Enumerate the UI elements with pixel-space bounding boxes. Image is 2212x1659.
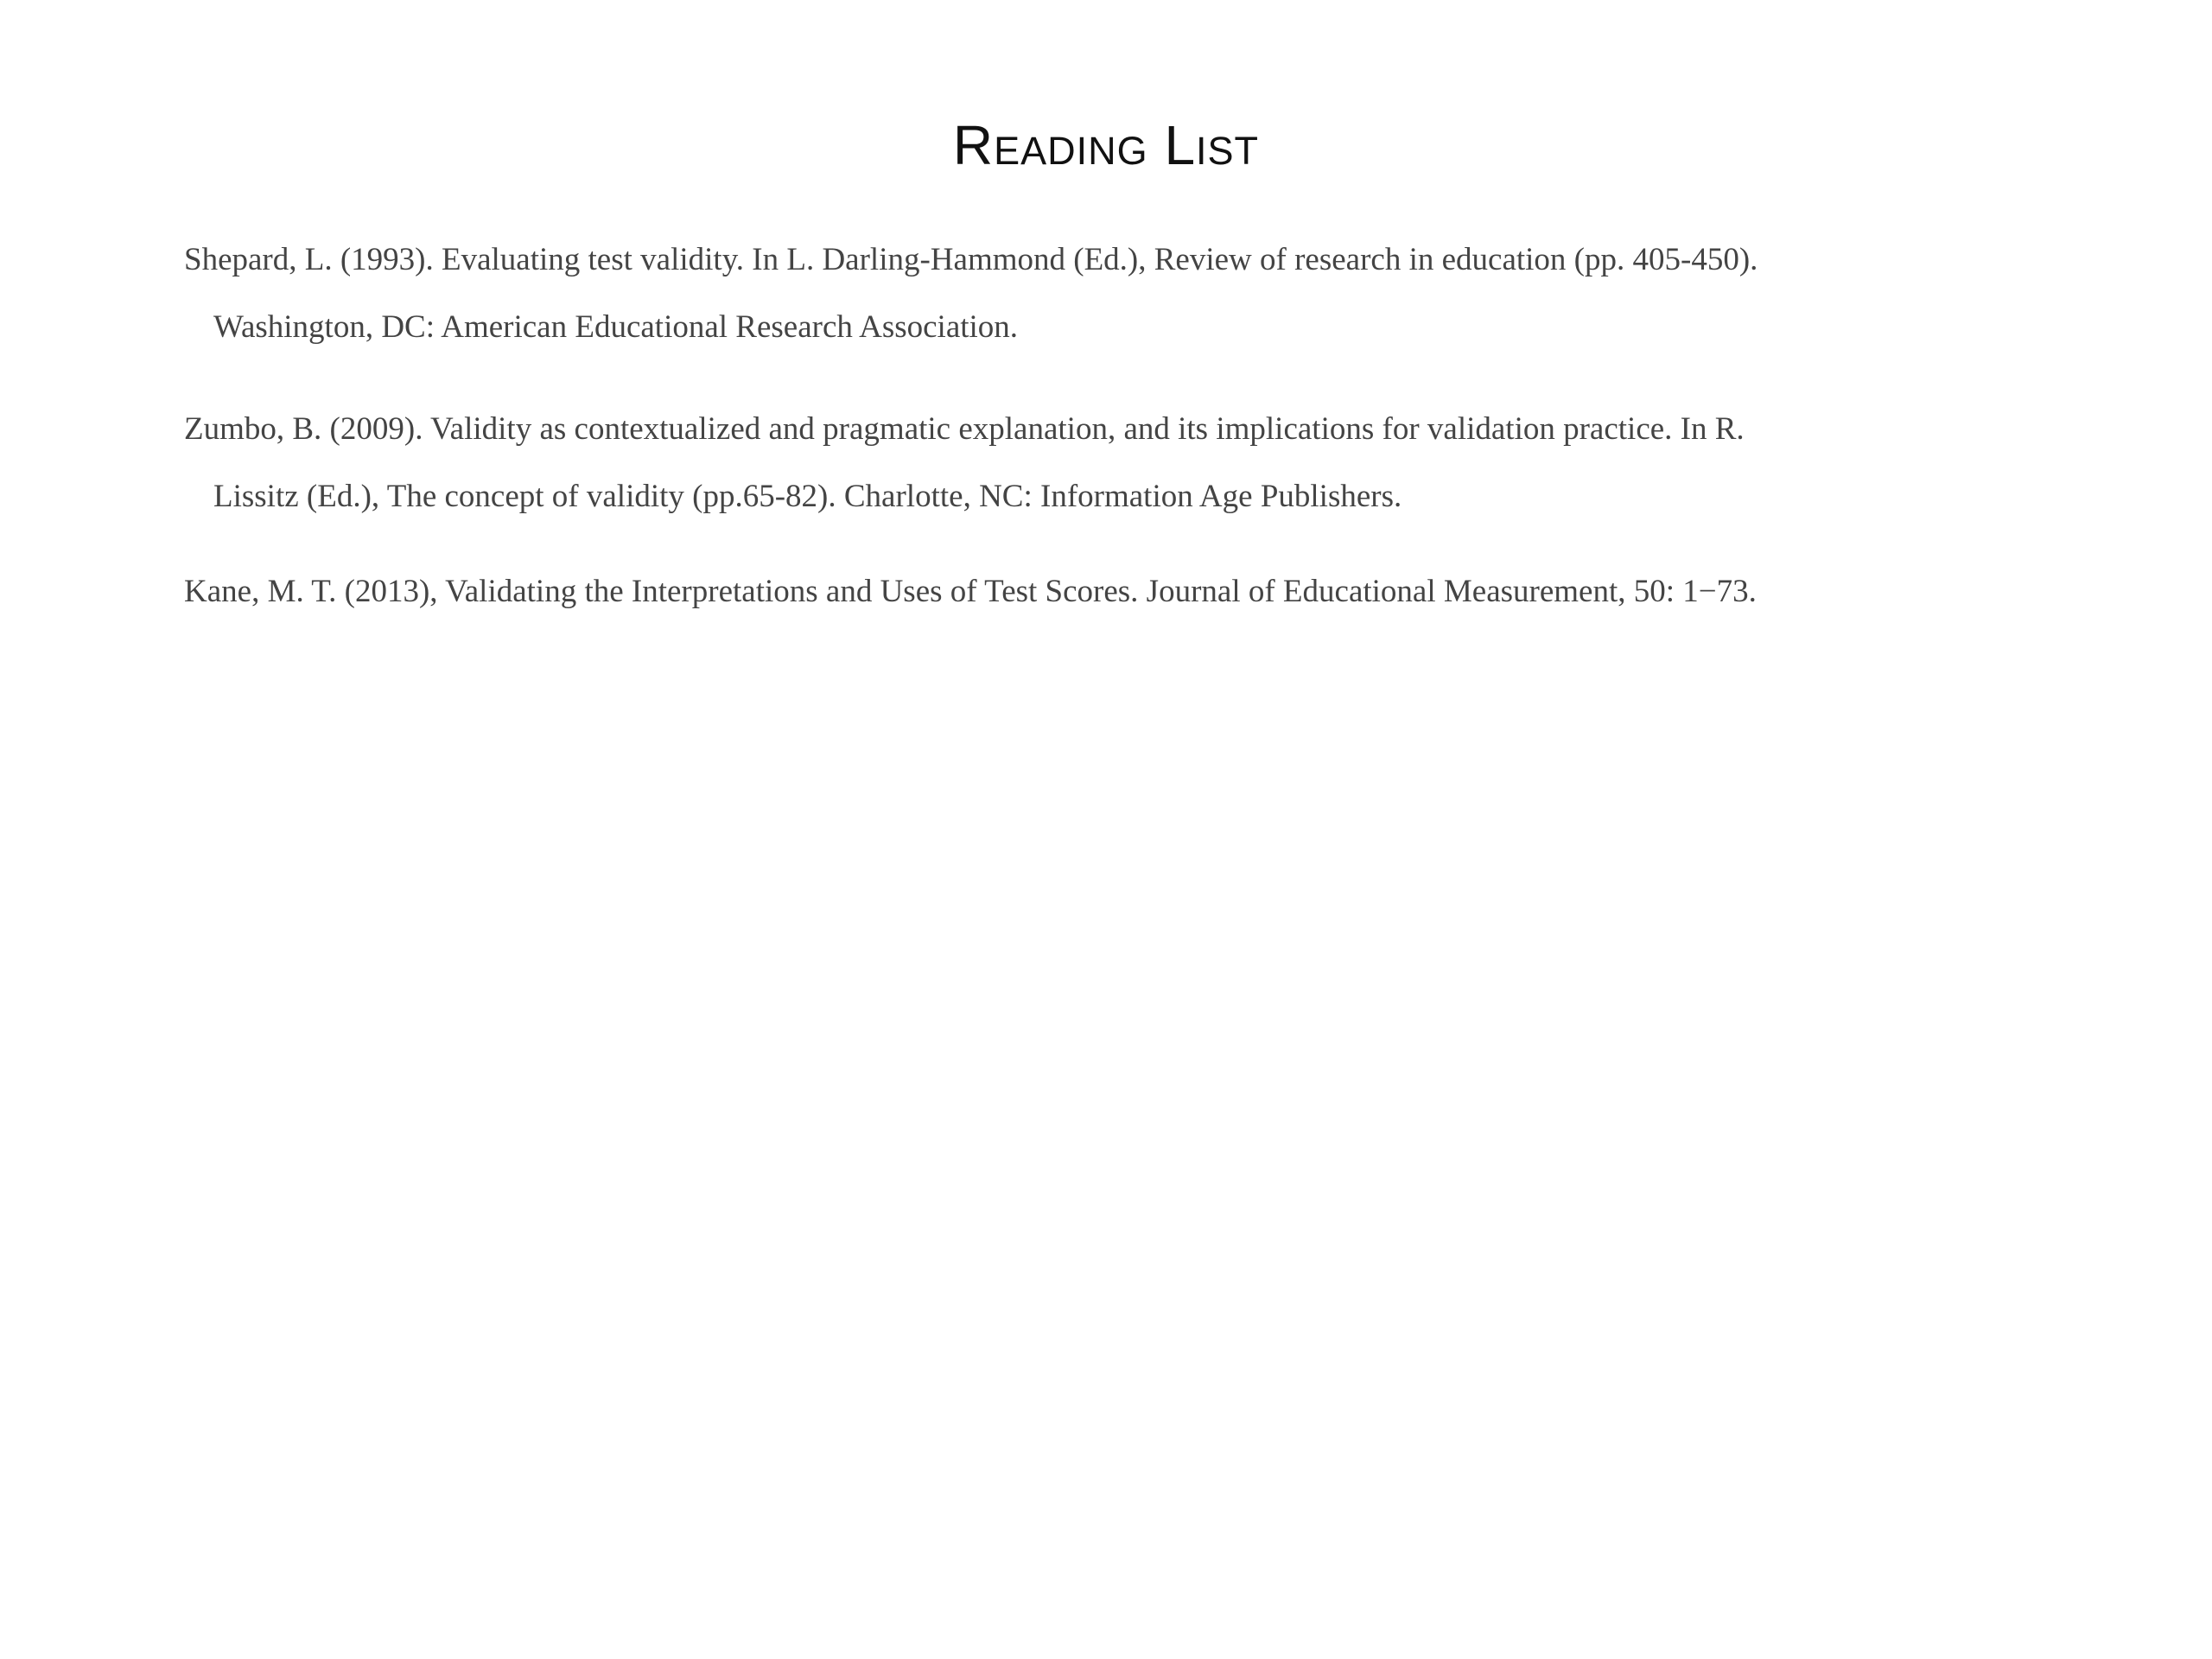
reference-line: Kane, M. T. (2013), Validating the Interpretations and Uses of Test Scores. Journal of Educational Measurement, 50: 1−73. [184,574,1757,609]
reference-item [184,396,2085,531]
reference-line: Zumbo, B. (2009). Validity as contextualized and pragmatic explanation, and its implications for validation practice. In R. [184,411,1745,447]
reference-item [184,226,2085,361]
reference-item [184,558,2085,626]
page-title: Reading List [952,114,1260,176]
reference-line: Shepard, L. (1993). Evaluating test validity. In L. Darling-Hammond (Ed.), Review of research in education (pp. 405-450). [184,242,1758,277]
reference-continuation-line: Lissitz (Ed.), The concept of validity (pp.65-82). Charlotte, NC: Information Age Publishers. [213,479,1402,514]
reference-continuation-line: Washington, DC: American Educational Research Association. [213,309,1019,345]
